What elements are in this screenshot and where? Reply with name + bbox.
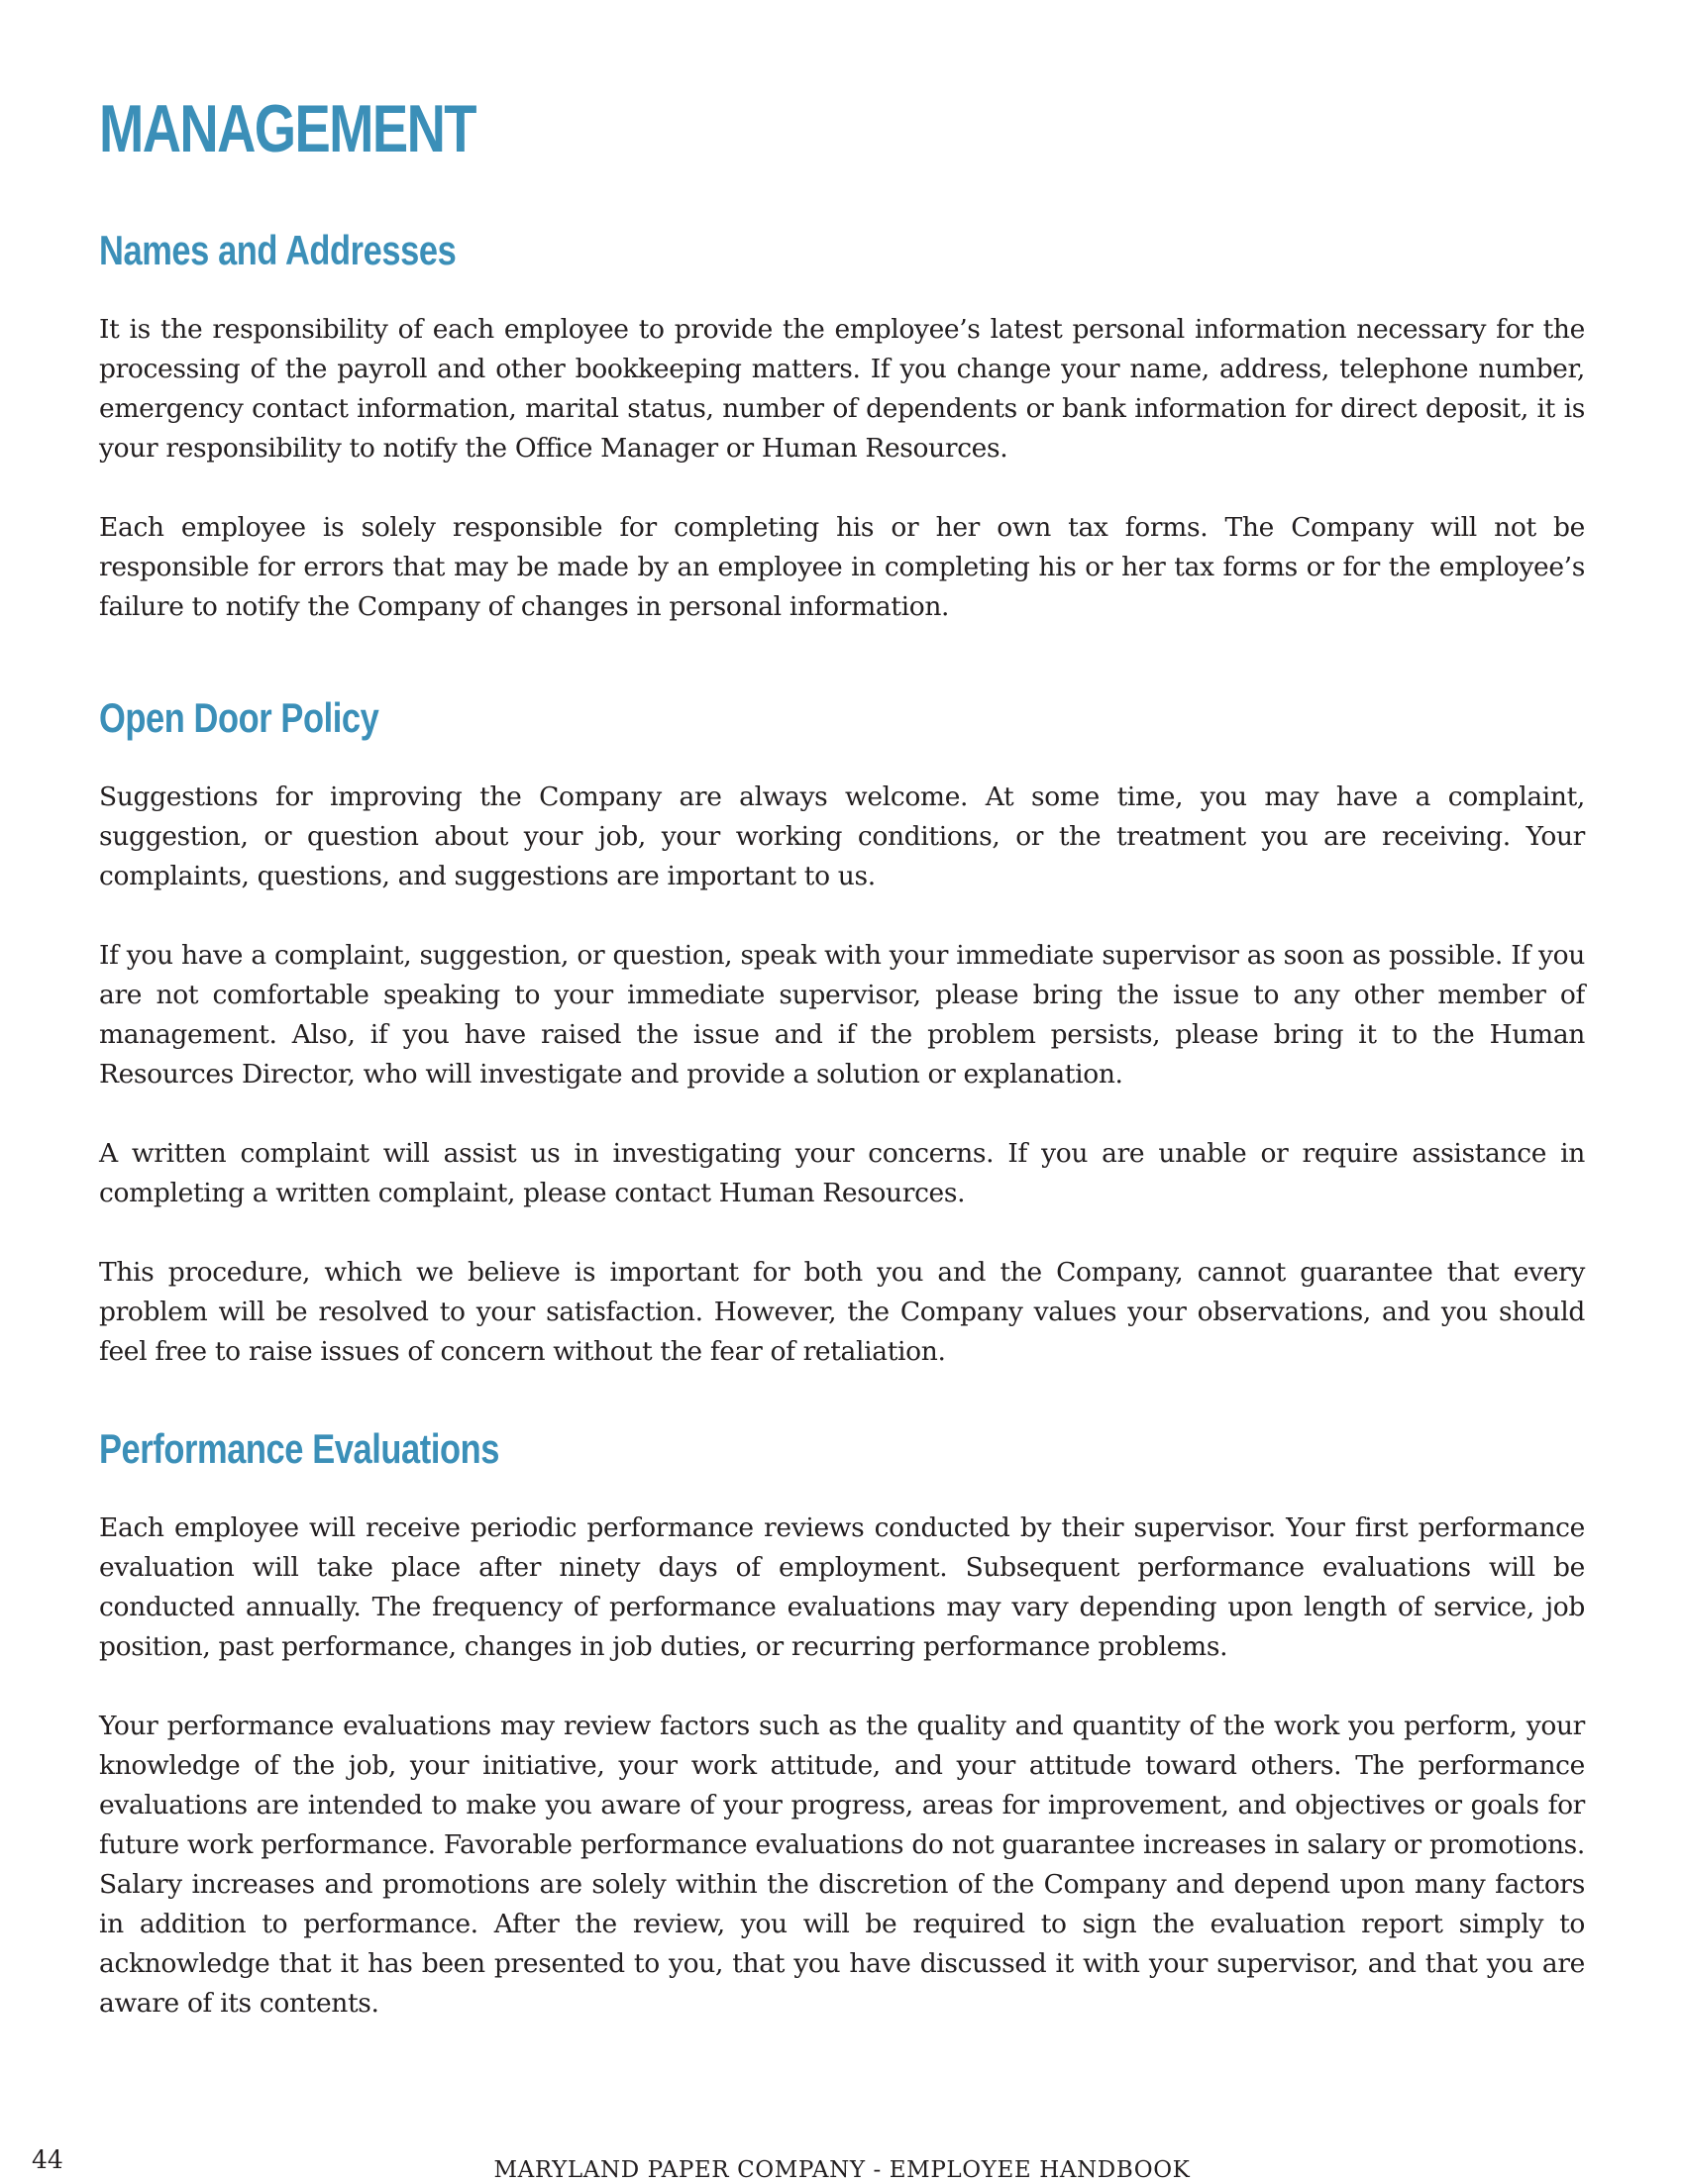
paragraph: Suggestions for improving the Company are always welcome. At some time, you may have a complaint, suggestion, or question about your job, your working conditions, or the treatment you are receiving. Your complaints, questions, and suggestions are important to us. xyxy=(99,781,1585,891)
page-footer: MARYLAND PAPER COMPANY - EMPLOYEE HANDBOOK xyxy=(493,2157,1191,2183)
page-number: 44 xyxy=(32,2145,63,2174)
section-heading: Open Door Policy xyxy=(99,694,379,741)
section-heading: Names and Addresses xyxy=(99,227,457,273)
page-title: MANAGEMENT xyxy=(99,91,475,166)
paragraph: If you have a complaint, suggestion, or question, speak with your immediate supervisor as soon as possible. If you are not comfortable speaking to your immediate supervisor, please bring the issue to any other member of management. Also, if you have raised the issue and if the problem persists, please bring it to the Human Resources Director, who will investigate and provide a solution or explanation. xyxy=(99,940,1585,1090)
section-body xyxy=(99,778,1585,1372)
section-performance-evaluations xyxy=(99,1424,1585,2024)
paragraph: It is the responsibility of each employee to provide the employee’s latest personal information necessary for the processing of the payroll and other bookkeeping matters. If you change your name, address, telephone number, emergency contact information, marital status, number of dependents or bank information for direct deposit, it is your responsibility to notify the Office Manager or Human Resources. xyxy=(99,314,1585,464)
section-names-and-addresses xyxy=(99,226,1585,627)
paragraph: Your performance evaluations may review factors such as the quality and quantity of the work you perform, your knowledge of the job, your initiative, your work attitude, and your attitude toward others. The performance evaluations are intended to make you aware of your progress, areas for improvement, and objectives or goals for future work performance. Favorable performance evaluations do not guarantee increases in salary or promotions. Salary increases and promotions are solely within the discretion of the Company and depend upon many factors in addition to performance. After the review, you will be required to sign the evaluation report simply to acknowledge that it has been presented to you, that you have discussed it with your supervisor, and that you are aware of its contents. xyxy=(99,1711,1585,2019)
section-body xyxy=(99,310,1585,627)
paragraph: A written complaint will assist us in investigating your concerns. If you are unable or require assistance in completing a written complaint, please contact Human Resources. xyxy=(99,1138,1585,1208)
section-body xyxy=(99,1508,1585,2024)
paragraph: Each employee will receive periodic performance reviews conducted by their supervisor. Your first performance evaluation will take place after ninety days of employment. Subsequent performance evaluations will be conducted annually. The frequency of performance evaluations may vary depending upon length of service, job position, past performance, changes in job duties, or recurring performance problems. xyxy=(99,1512,1585,1662)
section-open-door-policy xyxy=(99,693,1585,1372)
paragraph: This procedure, which we believe is important for both you and the Company, cannot guarantee that every problem will be resolved to your satisfaction. However, the Company values your observations, and you should feel free to raise issues of concern without the fear of retaliation. xyxy=(99,1257,1585,1367)
section-heading: Performance Evaluations xyxy=(99,1425,500,1472)
document-page xyxy=(99,89,1585,2024)
paragraph: Each employee is solely responsible for completing his or her own tax forms. The Company will not be responsible for errors that may be made by an employee in completing his or her tax forms or for the employee’s failure to notify the Company of changes in personal information. xyxy=(99,512,1585,622)
